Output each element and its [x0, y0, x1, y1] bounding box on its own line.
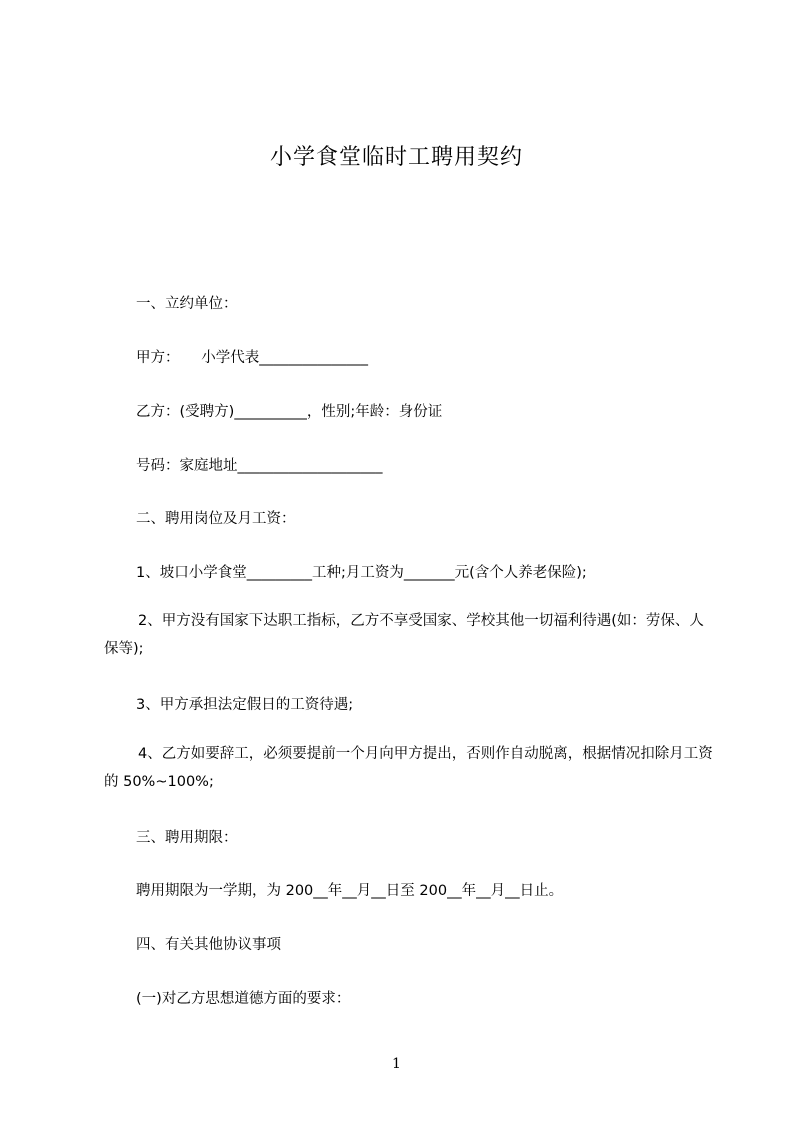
clause-2-1: 1、坡口小学食堂_________工种;月工资为_______元(含个人养老保险); — [136, 565, 587, 581]
section-4-heading: 四、有关其他协议事项 — [136, 937, 281, 953]
party-a-line: 甲方： 小学代表_______________ — [136, 350, 368, 366]
section-1-heading: 一、立约单位： — [136, 296, 238, 312]
subsection-4-1-heading: (一)对乙方思想道德方面的要求： — [136, 991, 351, 1007]
term-line: 聘用期限为一学期，为 200__年__月__日至 200__年__月__日止。 — [136, 883, 564, 899]
clause-2-3: 3、甲方承担法定假日的工资待遇; — [136, 697, 354, 713]
page-number: 1 — [392, 1056, 401, 1072]
party-b-line: 乙方：(受聘方)__________，性别;年龄：身份证 — [136, 404, 443, 420]
document-title: 小学食堂临时工聘用契约 — [269, 145, 523, 170]
id-address-line: 号码：家庭地址____________________ — [136, 458, 383, 474]
clause-2-2: 2、甲方没有国家下达职工指标，乙方不享受国家、学校其他一切福利待遇(如：劳保、人保等); — [104, 613, 704, 657]
section-3-heading: 三、聘用期限： — [136, 830, 238, 846]
clause-2-4: 4、乙方如要辞工，必须要提前一个月向甲方提出，否则作自动脱离，根据情况扣除月工资的 50%~100%; — [104, 746, 713, 790]
section-2-heading: 二、聘用岗位及月工资： — [136, 511, 296, 527]
